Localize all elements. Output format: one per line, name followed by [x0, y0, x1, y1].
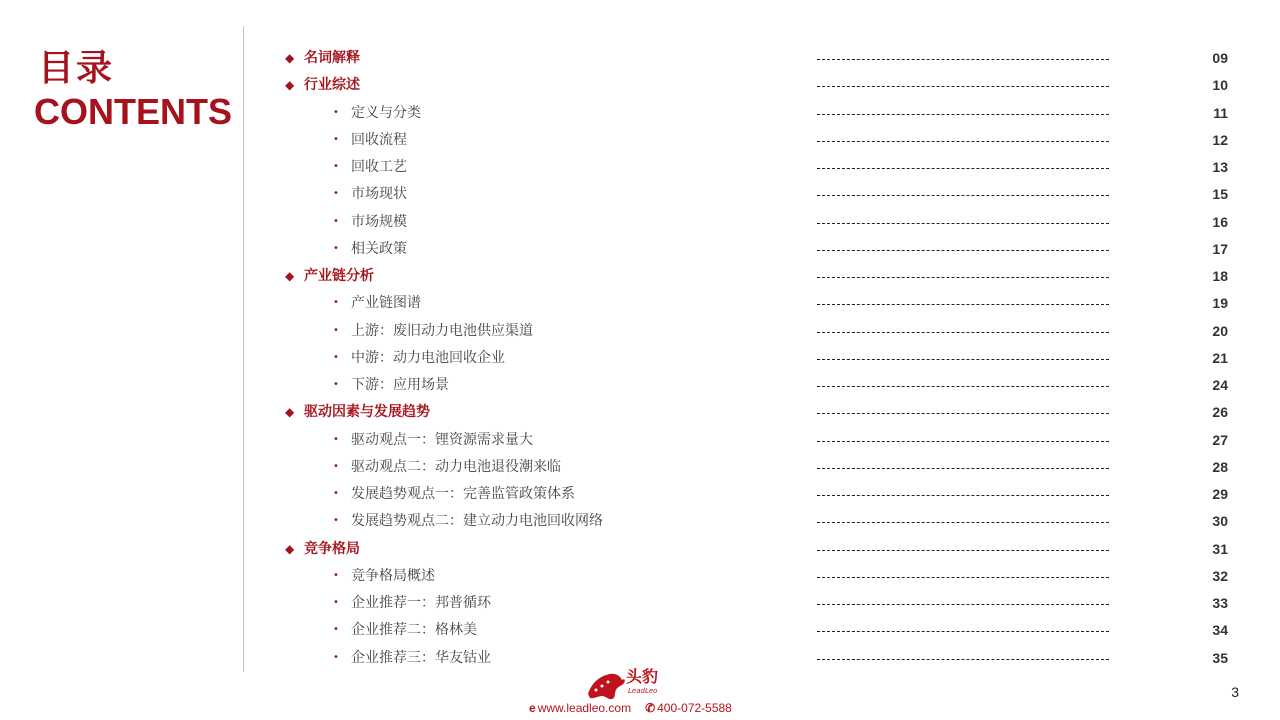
dot-bullet-icon: •	[333, 297, 339, 309]
toc-section-row[interactable]	[0, 263, 1280, 290]
page-title-en: CONTENTS	[34, 91, 232, 132]
dotted-leader	[817, 195, 1109, 196]
toc-page-number: 16	[1212, 213, 1228, 230]
dotted-leader	[817, 659, 1109, 660]
dotted-leader	[817, 332, 1109, 333]
dotted-leader	[817, 631, 1109, 632]
page-number: 3	[1231, 684, 1239, 700]
toc-subsection-row[interactable]	[0, 127, 1280, 154]
dotted-leader	[817, 522, 1109, 523]
dot-bullet-icon: •	[333, 215, 339, 227]
toc-label: 行业综述	[304, 77, 360, 94]
dot-bullet-icon: •	[333, 106, 339, 118]
toc-label: 驱动因素与发展趋势	[304, 404, 430, 421]
toc-label: 中游：动力电池回收企业	[351, 349, 505, 366]
dotted-leader	[817, 86, 1109, 87]
toc-label: 产业链图谱	[351, 295, 421, 312]
toc-label: 下游：应用场景	[351, 377, 449, 393]
toc-subsection-row[interactable]	[0, 427, 1280, 454]
dot-bullet-icon: •	[333, 597, 339, 608]
browser-icon: e	[529, 701, 536, 715]
dot-bullet-icon: •	[333, 651, 339, 663]
toc-subsection-row[interactable]	[0, 100, 1280, 127]
dotted-leader	[817, 441, 1109, 442]
page-title-cn: 目录	[38, 48, 115, 89]
phone-icon: ✆	[645, 701, 656, 715]
toc-page-number: 10	[1212, 77, 1228, 94]
dotted-leader	[817, 168, 1109, 169]
dot-bullet-icon: •	[333, 433, 339, 445]
toc-subsection-row[interactable]	[0, 454, 1280, 481]
toc-page-number: 20	[1212, 322, 1228, 339]
toc-page-number: 12	[1212, 131, 1228, 148]
dotted-leader	[817, 223, 1109, 224]
dotted-leader	[817, 495, 1109, 496]
toc-page-number: 28	[1212, 458, 1228, 475]
toc-label: 市场现状	[351, 186, 407, 203]
toc-label: 名词解释	[304, 50, 360, 66]
diamond-bullet-icon: ◆	[285, 78, 295, 93]
diamond-bullet-icon: ◆	[285, 269, 295, 283]
dot-bullet-icon: •	[333, 624, 339, 636]
dot-bullet-icon: •	[333, 242, 339, 254]
toc-label: 企业推荐一：邦普循环	[351, 595, 491, 611]
dot-bullet-icon: •	[333, 351, 339, 363]
toc-subsection-row[interactable]	[0, 372, 1280, 399]
toc-label: 回收工艺	[351, 159, 407, 175]
toc-label: 发展趋势观点一：完善监管政策体系	[351, 486, 575, 502]
toc-label: 竞争格局概述	[351, 567, 435, 584]
toc-page-number: 31	[1212, 540, 1228, 557]
toc-subsection-row[interactable]	[0, 181, 1280, 208]
toc-page-number: 35	[1212, 649, 1228, 666]
toc-subsection-row[interactable]	[0, 508, 1280, 535]
footer-contact	[529, 700, 732, 716]
toc-section-row[interactable]	[0, 536, 1280, 563]
dotted-leader	[817, 304, 1109, 305]
dotted-leader	[817, 359, 1109, 360]
toc-page-number: 27	[1212, 431, 1228, 448]
dot-bullet-icon: •	[333, 324, 339, 336]
toc-subsection-row[interactable]	[0, 290, 1280, 317]
toc-page-number: 30	[1212, 513, 1228, 530]
toc-page-number: 15	[1212, 186, 1228, 203]
diamond-bullet-icon: ◆	[285, 405, 295, 420]
toc-page-number: 18	[1212, 268, 1228, 284]
toc-page-number: 09	[1212, 50, 1228, 66]
dot-bullet-icon: •	[333, 188, 339, 200]
toc-page-number: 33	[1212, 595, 1228, 611]
toc-subsection-row[interactable]	[0, 481, 1280, 508]
dot-bullet-icon: •	[333, 379, 339, 390]
dot-bullet-icon: •	[333, 488, 339, 499]
toc-label: 产业链分析	[304, 268, 374, 284]
toc-page-number: 19	[1212, 295, 1228, 312]
toc-label: 驱动观点二：动力电池退役潮来临	[351, 458, 561, 475]
diamond-bullet-icon: ◆	[285, 51, 295, 65]
toc-page-number: 24	[1212, 377, 1228, 393]
toc-subsection-row[interactable]	[0, 236, 1280, 263]
dotted-leader	[817, 577, 1109, 578]
toc-page-number: 13	[1212, 159, 1228, 175]
toc-label: 定义与分类	[351, 104, 421, 121]
toc-subsection-row[interactable]	[0, 318, 1280, 345]
toc-subsection-row[interactable]	[0, 345, 1280, 372]
brand-name-en: LeadLeo	[628, 687, 658, 695]
toc-label: 相关政策	[351, 240, 407, 257]
toc-subsection-row[interactable]	[0, 154, 1280, 181]
dotted-leader	[817, 413, 1109, 414]
phone-number: 400-072-5588	[657, 701, 732, 715]
toc-page-number: 32	[1212, 567, 1228, 584]
toc-label: 企业推荐三：华友钴业	[351, 649, 491, 666]
toc-page-number: 34	[1212, 622, 1228, 639]
diamond-bullet-icon: ◆	[285, 541, 295, 556]
dotted-leader	[817, 250, 1109, 251]
dot-bullet-icon: •	[333, 133, 339, 145]
toc-page-number: 17	[1212, 240, 1228, 257]
toc-page-number: 26	[1212, 404, 1228, 421]
dotted-leader	[817, 277, 1109, 278]
toc-label: 市场规模	[351, 213, 407, 230]
toc-label: 竞争格局	[304, 540, 360, 557]
toc-subsection-row[interactable]	[0, 209, 1280, 236]
toc-subsection-row[interactable]	[0, 617, 1280, 644]
toc-label: 上游：废旧动力电池供应渠道	[351, 322, 533, 339]
toc-section-row[interactable]	[0, 399, 1280, 426]
dotted-leader	[817, 386, 1109, 387]
dotted-leader	[817, 604, 1109, 605]
table-of-contents	[0, 45, 1280, 672]
dot-bullet-icon: •	[333, 569, 339, 581]
toc-label: 驱动观点一：锂资源需求量大	[351, 431, 533, 448]
dotted-leader	[817, 141, 1109, 142]
website-link[interactable]: www.leadleo.com	[537, 701, 632, 715]
dot-bullet-icon: •	[333, 515, 339, 527]
toc-label: 企业推荐二：格林美	[351, 622, 477, 639]
dotted-leader	[817, 114, 1109, 115]
toc-section-row[interactable]	[0, 72, 1280, 99]
toc-subsection-row[interactable]	[0, 590, 1280, 617]
toc-page-number: 11	[1213, 104, 1228, 121]
toc-section-row[interactable]	[0, 45, 1280, 72]
toc-subsection-row[interactable]	[0, 563, 1280, 590]
toc-page-number: 29	[1212, 486, 1228, 502]
toc-label: 回收流程	[351, 131, 407, 148]
dotted-leader	[817, 550, 1109, 551]
dotted-leader	[817, 468, 1109, 469]
toc-page-number: 21	[1212, 349, 1228, 366]
dot-bullet-icon: •	[333, 460, 339, 472]
brand-name-cn: 头豹	[626, 667, 659, 686]
dot-bullet-icon: •	[333, 161, 339, 172]
dotted-leader	[817, 59, 1109, 60]
toc-label: 发展趋势观点二：建立动力电池回收网络	[351, 513, 603, 530]
